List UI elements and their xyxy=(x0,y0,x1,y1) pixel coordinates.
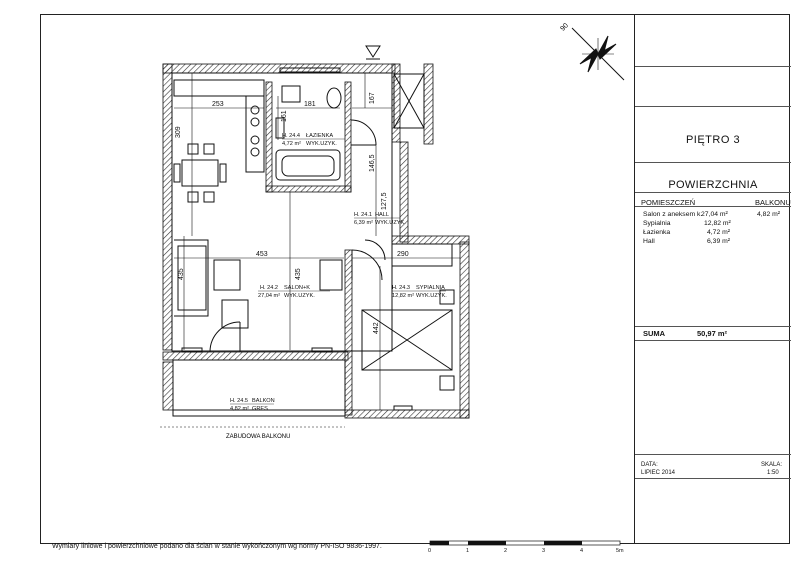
door-swing xyxy=(352,250,382,280)
area-title: POWIERZCHNIA xyxy=(668,179,758,191)
balcony-area: 4,82 m² xyxy=(757,211,781,218)
row-name-1: Sypialnia xyxy=(643,220,671,227)
sum-value: 50,97 m² xyxy=(697,329,728,338)
info-panel xyxy=(634,14,790,544)
balc-name: BALKON xyxy=(252,398,275,404)
col-rooms-header: POMIESZCZEŃ xyxy=(641,198,696,207)
bath-type: WYK.UZYK. xyxy=(306,141,337,147)
dim-181: 181 xyxy=(304,101,316,108)
bed-type: WYK.UZYK. xyxy=(416,293,447,299)
dimensions-note: Wymiary liniowe i powierzchniowe podano dla ścian w stanie wykończonym wg normy PN-ISO 9836-1997. xyxy=(52,543,382,550)
scale-tick-0: 0 xyxy=(428,548,432,554)
scale-bar xyxy=(430,541,620,545)
hall-name: HALL xyxy=(375,212,389,218)
scale-tick-5: 5m xyxy=(616,548,624,554)
balc-area: 4,82 m² xyxy=(230,406,249,412)
scale-tick-3: 3 xyxy=(542,548,546,554)
sum-label: SUMA xyxy=(643,329,666,338)
kitchen-counter xyxy=(174,80,264,96)
balcony-caption: ZABUDOWA BALKONU xyxy=(226,434,291,440)
dim-453: 453 xyxy=(256,251,268,258)
dim-435-mid: 435 xyxy=(295,268,302,280)
row-area-0: 27,04 m² xyxy=(701,211,728,218)
scale-tick-4: 4 xyxy=(580,548,584,554)
row-area-2: 4,72 m² xyxy=(707,229,731,236)
north-arrow-icon xyxy=(572,28,624,80)
row-name-3: Hall xyxy=(643,238,655,245)
bath-area: 4,72 m² xyxy=(282,141,301,147)
salon-code: H. 24.2 xyxy=(260,285,279,291)
dim-161: 161 xyxy=(281,110,288,122)
row-area-1: 12,82 m² xyxy=(704,220,731,227)
salon-type: WYK.UZYK. xyxy=(284,293,315,299)
toilet-icon xyxy=(327,88,341,108)
bath-code: H. 24.4 xyxy=(282,133,301,139)
walls xyxy=(163,64,469,418)
dim-442: 442 xyxy=(373,322,380,334)
row-area-3: 6,39 m² xyxy=(707,238,731,245)
date-value: LIPIEC 2014 xyxy=(641,470,676,476)
dim-167: 167 xyxy=(369,92,376,104)
north-label: 90 xyxy=(559,22,570,33)
hall-area: 6,39 m² xyxy=(354,220,373,226)
dim-253: 253 xyxy=(212,101,224,108)
row-name-0: Salon z aneksem k. xyxy=(643,211,703,218)
dim-435-left: 435 xyxy=(178,268,185,280)
date-label: DATA: xyxy=(641,462,658,468)
salon-name: SALON+K xyxy=(284,285,310,291)
scale-value: 1:50 xyxy=(767,470,779,476)
hall-type: WYK.UZYK. xyxy=(375,220,406,226)
scale-tick-2: 2 xyxy=(504,548,508,554)
coffee-table xyxy=(214,260,240,290)
bed-area: 12,82 m² xyxy=(392,293,415,299)
floor-title: PIĘTRO 3 xyxy=(685,134,741,146)
balc-code: H. 24.5 xyxy=(230,398,249,404)
dim-146-5: 146,5 xyxy=(369,154,376,172)
balc-type: GRES xyxy=(252,406,268,412)
bed-name: SYPIALNIA xyxy=(416,285,445,291)
bath-name: ŁAZIENKA xyxy=(306,133,334,139)
dim-127-5: 127,5 xyxy=(381,192,388,210)
dining-table xyxy=(182,160,218,186)
hall-code: H. 24.1 xyxy=(354,212,373,218)
scale-tick-1: 1 xyxy=(466,548,470,554)
row-name-2: Łazienka xyxy=(643,229,671,236)
entrance-marker-icon xyxy=(366,46,380,57)
dim-309: 309 xyxy=(175,126,182,138)
armchair xyxy=(222,300,248,328)
bed-code: H. 24.3 xyxy=(392,285,411,291)
scale-label: SKALA: xyxy=(761,462,783,468)
col-balcony-header: BALKONU xyxy=(755,198,791,207)
salon-area: 27,04 m² xyxy=(258,293,281,299)
dim-290: 290 xyxy=(397,251,409,258)
